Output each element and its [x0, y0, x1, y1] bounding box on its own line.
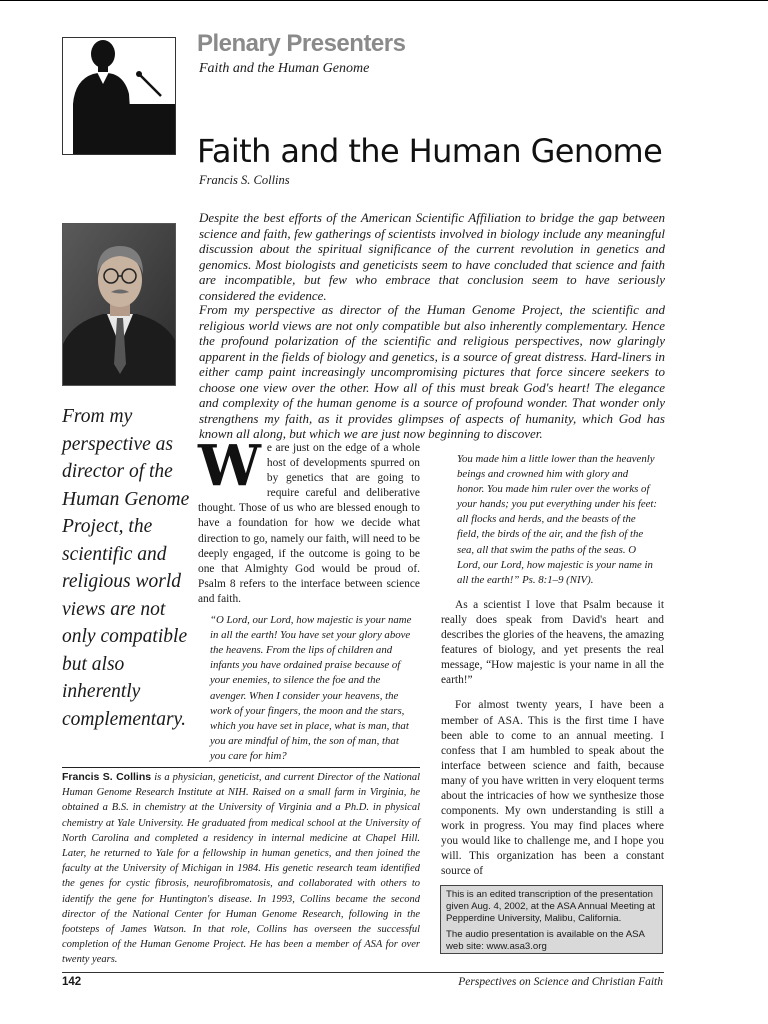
- body-column-1: [198, 433, 420, 764]
- drop-cap: W: [198, 433, 261, 499]
- body-paragraph-psalm: As a scientist I love that Psalm because it really does speak from David's heart and describes the glories of the heavens, the amazing features of biology, and yet presents the real message, “How majestic is your name in all the earth!”: [441, 598, 664, 687]
- psalm-quote-part-1: “O Lord, our Lord, how majestic is your name in all the earth! You have set your glory above the heavens. From the lips of children and infants you have ordained praise because of your enemies, to silence the foe and the avenger. When I consider your heavens, the work of your fingers, the moon and the stars, which you have set in place, what is man, that you are mindful of him, the son of man, that you care for him?: [210, 614, 412, 762]
- body-paragraph: [198, 433, 420, 607]
- footer-rule: [62, 972, 664, 973]
- article-title: Faith and the Human Genome: [197, 132, 663, 170]
- pull-quote: From my perspective as director of the Human Genome Project, the scientific and religious world views are not only compatible but also inherently complementary.: [62, 406, 190, 730]
- intro-paragraph-1: Despite the best efforts of the American Scientific Affiliation to bridge the gap between science and faith, few gatherings of scientists involved in biology include any meaningful discussion about the spiritual significance of the current revolution in genetics and genomics. Most biologists and geneticists seem to have concluded that science and faith are incompatible, but few who embrace that conclusion seem to have seriously considered the evidence.: [199, 210, 665, 303]
- article-author: Francis S. Collins: [199, 173, 290, 187]
- transcription-note: This is an edited transcription of the presentation given Aug. 4, 2002, at the ASA Annual Meeting at Pepperdine University, Malibu, California.: [446, 889, 656, 925]
- author-portrait: [62, 223, 176, 386]
- section-title: Plenary Presenters: [197, 30, 406, 57]
- bio-text: is a physician, geneticist, and current Director of the National Human Genome Research Institute at NIH. Raised on a small farm in Virginia, he obtained a B.S. in chemistry at the University of Virginia and a Ph.D. in physical chemistry at Yale University. He graduated from medical school at the University of North Carolina and completed a residency in internal medicine at Chapel Hill. Later, he returned to Yale for a fellowship in human genetics, and then joined the faculty at the University of Michigan in 1984. His genetic research team identified the genes for cystic fibrosis, neurofibromatosis, and collaborated with others to identify the gene for Huntington's disease. In 1993, Collins became the second director of the National Center for Human Genome Research, following in the footsteps of James Watson. In that role, Collins has overseen the successful completion of the Human Genome Project. He has been a member of ASA for over twenty years.: [62, 772, 420, 966]
- bio-author-name: Francis S. Collins: [62, 771, 152, 783]
- body-paragraph-asa: For almost twenty years, I have been a member of ASA. This is the first time I have been able to come to an annual meeting. I confess that I am humbled to speak about the interface between science and faith, because many of you have written in very eloquent terms about the intricacies of how we synthesize those components. My own understanding is still a work in progress. You may find places where you would like to challenge me, and I hope you will. This organization has been a constant source of: [441, 699, 664, 878]
- journal-name: Perspectives on Science and Christian Faith: [458, 976, 663, 988]
- section-subtitle: Faith and the Human Genome: [199, 61, 370, 76]
- author-bio: [62, 770, 420, 968]
- top-rule: [0, 0, 768, 1]
- body-text: e are just on the edge of a whole host of developments spurred on by genetics that are going to require careful and deliberative thought. Those of us who are blessed enough to have a foundation for how we decide what direction to go, namely our faith, will need to be deeply engaged, if the outcome is going to be one that Almighty God would be proud of. Psalm 8 refers to the interface between science and faith.: [198, 442, 420, 605]
- transcription-note-box: [440, 885, 663, 954]
- page-number: 142: [62, 976, 82, 988]
- speaker-at-podium-icon: [62, 37, 176, 155]
- audio-note: The audio presentation is available on the ASA web site: www.asa3.org: [446, 928, 645, 952]
- intro-paragraph-2: From my perspective as director of the Human Genome Project, the scientific and religious world views are not only compatible but also inherently complementary. Hence the profound polarization of the scientific and religious perspectives, now glaringly apparent in the fields of biology and genetics, is a source of great distress. Hard-liners in either camp paint increasingly uncompromising pictures that force sincere seekers to choose one view over the other. How all of this must break God's heart! The elegance and complexity of the human genome is a source of profound wonder. That wonder only strengthens my faith, as it provides glimpses of aspects of humanity, which God has known all along, but which we are just now beginning to discover.: [199, 302, 665, 441]
- body-column-2: [441, 452, 664, 880]
- bio-divider: [62, 767, 420, 768]
- psalm-quote-part-2: You made him a little lower than the heavenly beings and crowned him with glory and honor. You made him ruler over the works of your hands; you put everything under his feet: all flocks and herds, and the beasts of the field, the birds of the air, and the fish of the sea, all that swim the paths of the seas. O Lord, our Lord, how majestic is your name in all the earth!” Ps. 8:1–9 (NIV).: [457, 453, 657, 586]
